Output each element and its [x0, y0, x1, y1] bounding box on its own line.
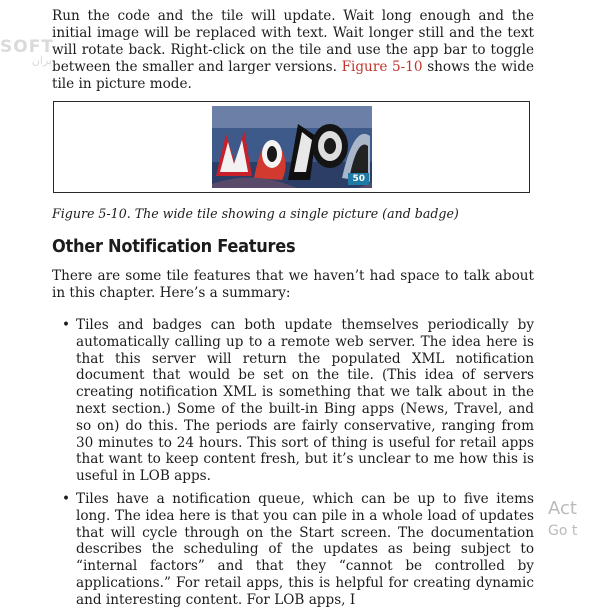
summary-paragraph: There are some tile features that we haven’t had space to talk about in this chapter. Here’s a summary: — [52, 268, 534, 301]
watermark-logo — [0, 37, 60, 68]
figure-frame — [53, 101, 530, 193]
watermark-line2: یران — [31, 54, 52, 67]
list-item: • Tiles have a notification queue, which can be up to five items long. The idea here is that you can pile in a whole load of updates that will cycle through on the Start screen. The documentation describes the scheduling of the updates as being subject to “internal factors” and that they “cannot be controlled by applications.” For retail apps, this is helpful for creating dynamic and interesting content. For LOB apps, I — [62, 491, 534, 609]
wide-tile-image — [212, 106, 372, 188]
intro-text-after: shows the wide tile in picture mode. — [52, 59, 534, 92]
figure-reference-link[interactable]: Figure 5-10 — [341, 59, 423, 75]
intro-paragraph — [52, 8, 534, 93]
intro-text: Run the code and the tile will update. Wait long enough and the initial image will be replaced with text. Wait longer still and the text will rotate back. Right-click on the tile and use the app bar to toggle between the smaller and larger versions. — [52, 8, 534, 75]
figure-caption: Figure 5-10. The wide tile showing a single picture (and badge) — [52, 206, 459, 221]
activation-overlay — [548, 498, 577, 542]
feature-list — [62, 317, 534, 615]
section-heading: Other Notification Features — [52, 236, 296, 257]
tile-badge: 50 — [348, 173, 369, 185]
watermark-line1: SOFT — [0, 37, 54, 57]
activation-line1: Act — [548, 498, 577, 519]
list-item: • Tiles and badges can both update themselves periodically by automatically calling up to a remote web server. The idea here is that this server will return the populated XML notification document that would be set on the tile. (This idea of servers creating notification XML is something that we talk about in the next section.) Some of the built-in Bing apps (News, Travel, and so on) do this. The periods are fairly conservative, ranging from 30 minutes to 24 hours. This sort of thing is useful for retail apps that want to keep content fresh, but it’s unclear to me how this is useful in LOB apps. — [62, 317, 534, 485]
activation-line2: Go t — [548, 523, 578, 539]
